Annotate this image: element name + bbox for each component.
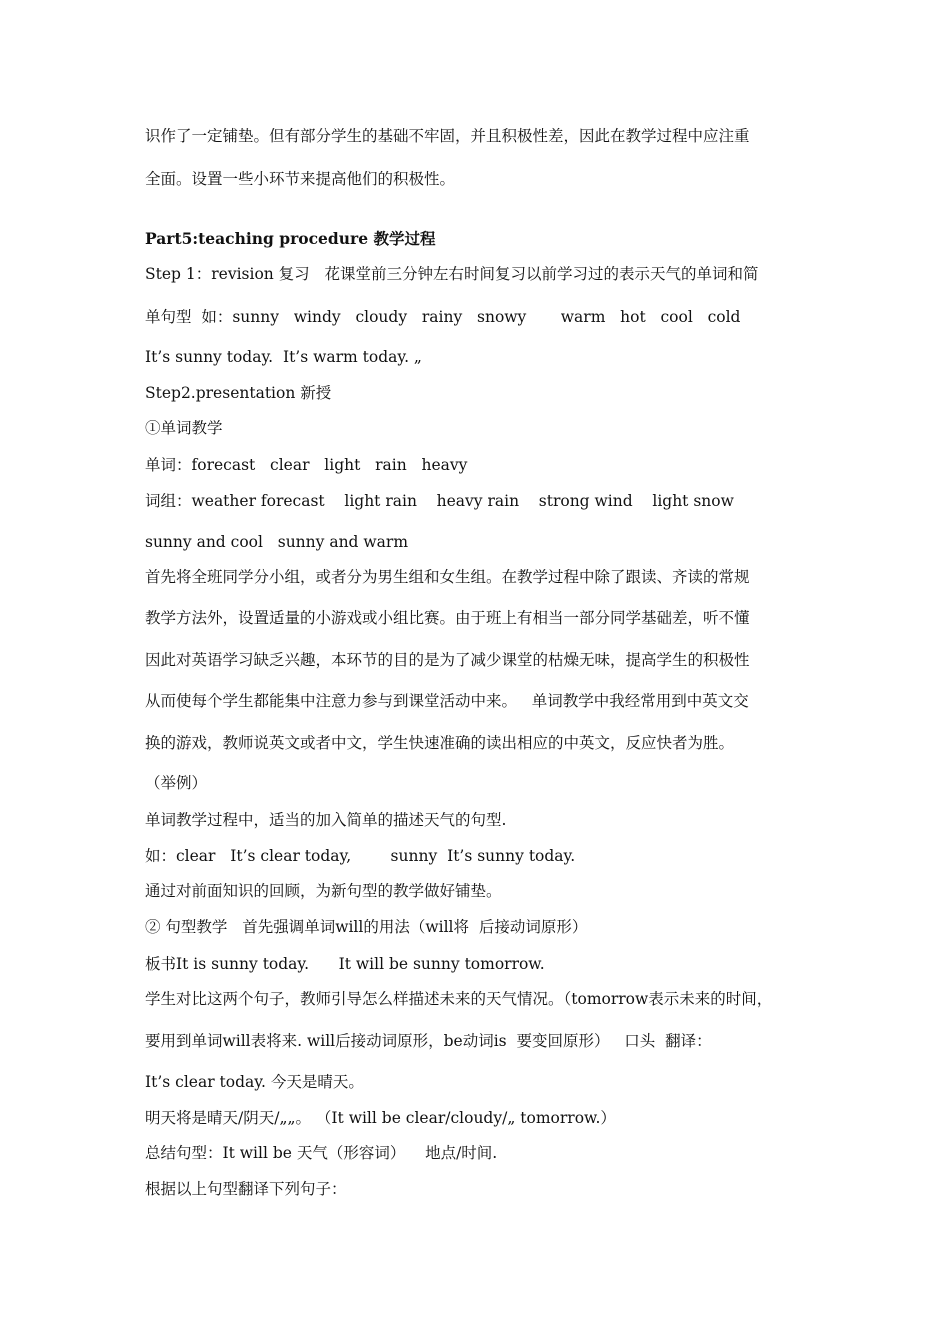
paragraph-line: 因此对英语学习缺乏兴趣，本环节的目的是为了减少课堂的枯燥无味，提高学生的积极性 <box>145 651 750 669</box>
paragraph-line: Step 1：revision 复习 花课堂前三分钟左右时间复习以前学习过的表示天气的单词和简 <box>145 265 759 283</box>
paragraph-line: 要用到单词will表将来. will后接动词原形，be动词is 要变回原形） 口头 翻译： <box>145 1032 712 1050</box>
paragraph-line: It’s sunny today. It’s warm today. „ <box>145 348 422 366</box>
paragraph-line: 从而使每个学生都能集中注意力参与到课堂活动中来。 单词教学中我经常用到中英文交 <box>145 692 749 710</box>
paragraph-line: 根据以上句型翻译下列句子： <box>145 1180 347 1198</box>
paragraph-line: 学生对比这两个句子，教师引导怎么样描述未来的天气情况。（tomorrow表示未来的时间， <box>145 990 773 1008</box>
paragraph-line: 识作了一定铺垫。但有部分学生的基础不牢固，并且积极性差，因此在教学过程中应注重 <box>145 127 750 145</box>
subsection-heading: ①单词教学 <box>145 419 223 437</box>
paragraph-line: 总结句型：It will be 天气（形容词） 地点/时间. <box>145 1144 498 1162</box>
paragraph-line: 通过对前面知识的回顾，为新句型的教学做好铺垫。 <box>145 882 502 900</box>
paragraph-line: 首先将全班同学分小组，或者分为男生组和女生组。在教学过程中除了跟读、齐读的常规 <box>145 568 750 586</box>
subsection-heading: ② 句型教学 首先强调单词will的用法（will将 后接动词原形） <box>145 918 588 936</box>
paragraph-line: 如：clear It’s clear today, sunny It’s sunny today. <box>145 847 576 865</box>
paragraph-line: 单句型 如：sunny windy cloudy rainy snowy warm hot cool cold <box>145 308 741 326</box>
paragraph-line: 词组：weather forecast light rain heavy rain strong wind light snow <box>145 492 734 510</box>
subsection-heading: Step2.presentation 新授 <box>145 384 332 402</box>
paragraph-line: 换的游戏，教师说英文或者中文，学生快速准确的读出相应的中英文，反应快者为胜。 <box>145 734 735 752</box>
paragraph-line: 单词：forecast clear light rain heavy <box>145 456 468 474</box>
paragraph-line: It’s clear today. 今天是晴天。 <box>145 1073 364 1091</box>
paragraph-line: （举例） <box>145 774 208 792</box>
section-heading: Part5:teaching procedure 教学过程 <box>145 229 436 248</box>
paragraph-line: 明天将是晴天/阴天/„„。 （It will be clear/cloudy/„ tomorrow.） <box>145 1109 616 1127</box>
paragraph-line: sunny and cool sunny and warm <box>145 533 409 551</box>
paragraph-line: 教学方法外，设置适量的小游戏或小组比赛。由于班上有相当一部分同学基础差，听不懂 <box>145 609 750 627</box>
paragraph-line: 单词教学过程中，适当的加入简单的描述天气的句型. <box>145 811 507 829</box>
paragraph-line: 全面。设置一些小环节来提高他们的积极性。 <box>145 170 456 188</box>
paragraph-line: 板书It is sunny today. It will be sunny tomorrow. <box>145 955 545 973</box>
